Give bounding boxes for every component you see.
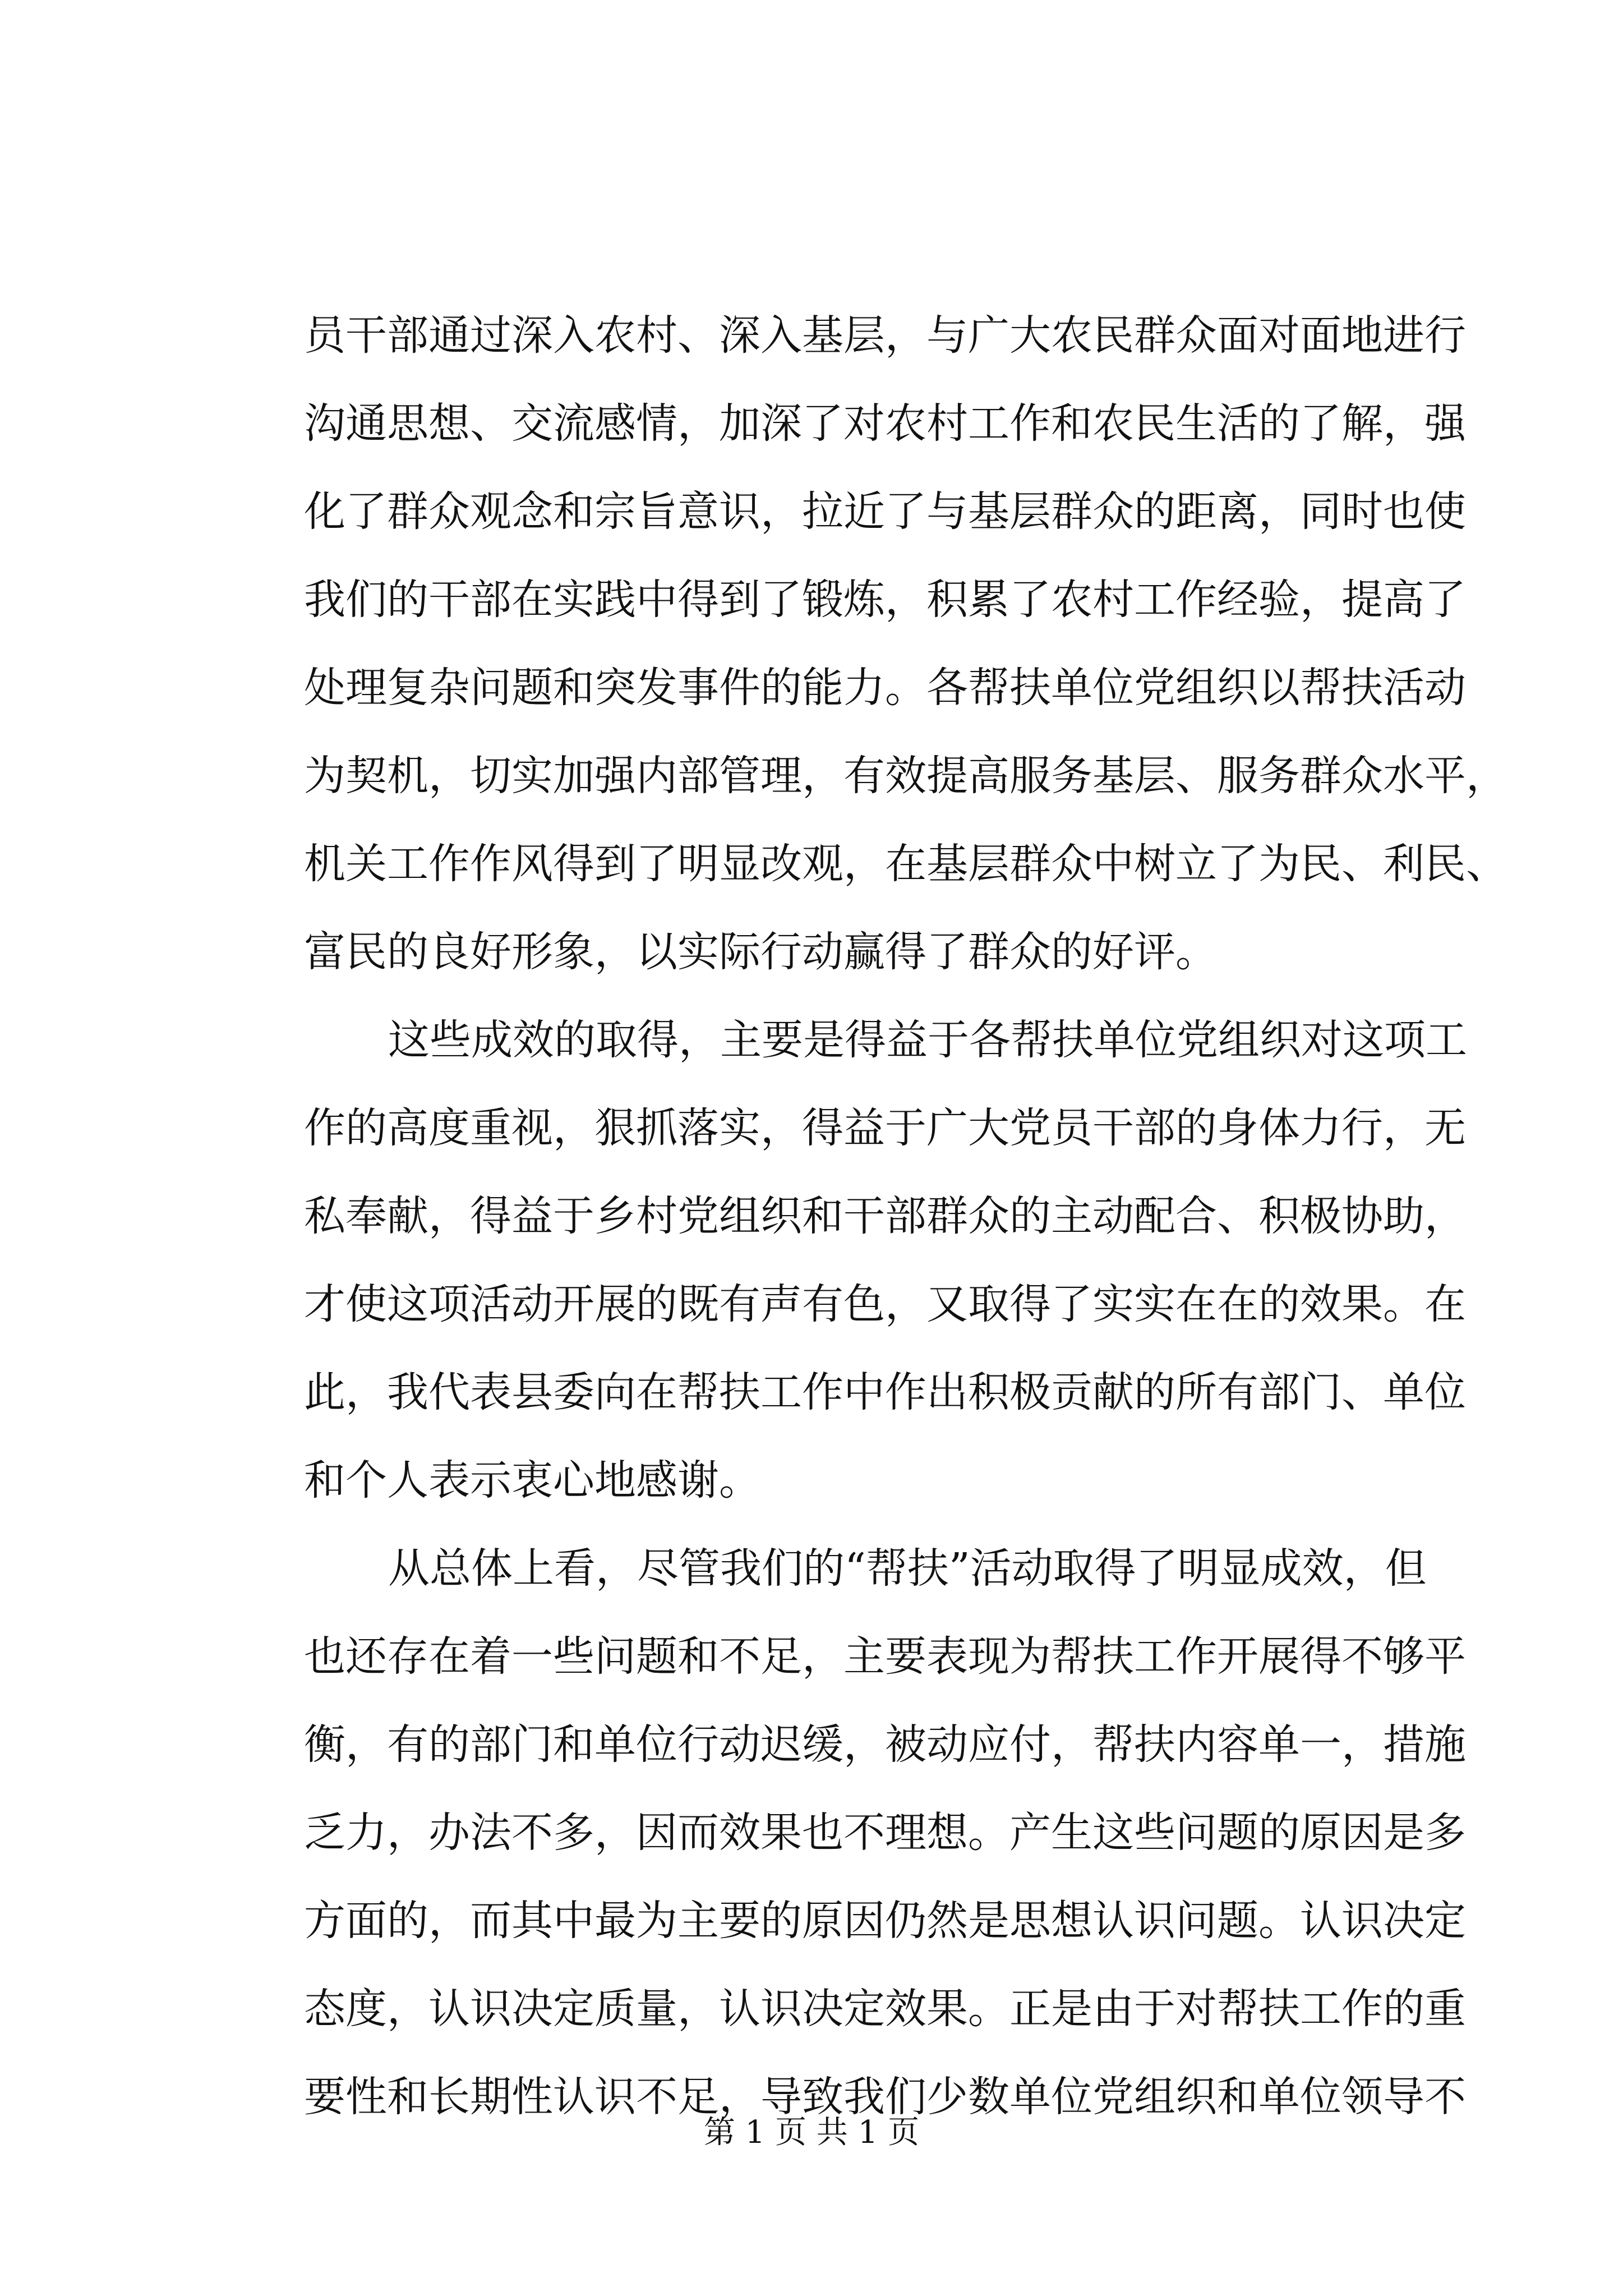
paragraph-3-line-6: 态度，认识决定质量，认识决定效果。正是由于对帮扶工作的重: [304, 1985, 1466, 2033]
paragraph-1-line-1: 员干部通过深入农村、深入基层，与广大农民群众面对面地进行: [304, 311, 1466, 360]
page-number-label: 第 1 页 共 1 页: [703, 2114, 920, 2151]
paragraph-1-line-2: 沟通思想、交流感情，加深了对农村工作和农民生活的了解，强: [304, 399, 1466, 448]
paragraph-2-line-1: 这些成效的取得，主要是得益于各帮扶单位党组织对这项工: [388, 1016, 1467, 1064]
paragraph-2-line-3: 私奉献，得益于乡村党组织和干部群众的主动配合、积极协助，: [304, 1192, 1466, 1240]
paragraph-3-line-5: 方面的，而其中最为主要的原因仍然是思想认识问题。认识决定: [304, 1897, 1466, 1945]
document-body: [304, 292, 1507, 2141]
paragraph-3-line-1: 从总体上看，尽管我们的“帮扶”活动取得了明显成效，但: [388, 1544, 1427, 1593]
page-footer: [0, 2110, 1623, 2155]
paragraph-3-line-3: 衡，有的部门和单位行动迟缓，被动应付，帮扶内容单一，措施: [304, 1720, 1466, 1769]
paragraph-1-line-4: 我们的干部在实践中得到了锻炼，积累了农村工作经验，提高了: [304, 576, 1466, 624]
paragraph-1-line-8: 富民的良好形象，以实际行动赢得了群众的好评。: [304, 928, 1217, 976]
paragraph-1-line-5: 处理复杂问题和突发事件的能力。各帮扶单位党组织以帮扶活动: [304, 664, 1466, 712]
paragraph-1-line-7: 机关工作作风得到了明显改观，在基层群众中树立了为民、利民、: [304, 840, 1507, 888]
paragraph-2-line-5: 此，我代表县委向在帮扶工作中作出积极贡献的所有部门、单位: [304, 1368, 1466, 1416]
paragraph-3-line-7: 要性和长期性认识不足，导致我们少数单位党组织和单位领导不: [304, 2073, 1466, 2121]
paragraph-3-line-2: 也还存在着一些问题和不足，主要表现为帮扶工作开展得不够平: [304, 1632, 1466, 1681]
paragraph-2-line-4: 才使这项活动开展的既有声有色，又取得了实实在在的效果。在: [304, 1280, 1466, 1328]
paragraph-1-line-3: 化了群众观念和宗旨意识，拉近了与基层群众的距离，同时也使: [304, 487, 1466, 536]
paragraph-2-line-2: 作的高度重视，狠抓落实，得益于广大党员干部的身体力行，无: [304, 1104, 1466, 1152]
paragraph-1-line-6: 为契机，切实加强内部管理，有效提高服务基层、服务群众水平，: [304, 752, 1507, 800]
paragraph-2-line-6: 和个人表示衷心地感谢。: [304, 1456, 760, 1504]
paragraph-3-line-4: 乏力，办法不多，因而效果也不理想。产生这些问题的原因是多: [304, 1809, 1466, 1857]
